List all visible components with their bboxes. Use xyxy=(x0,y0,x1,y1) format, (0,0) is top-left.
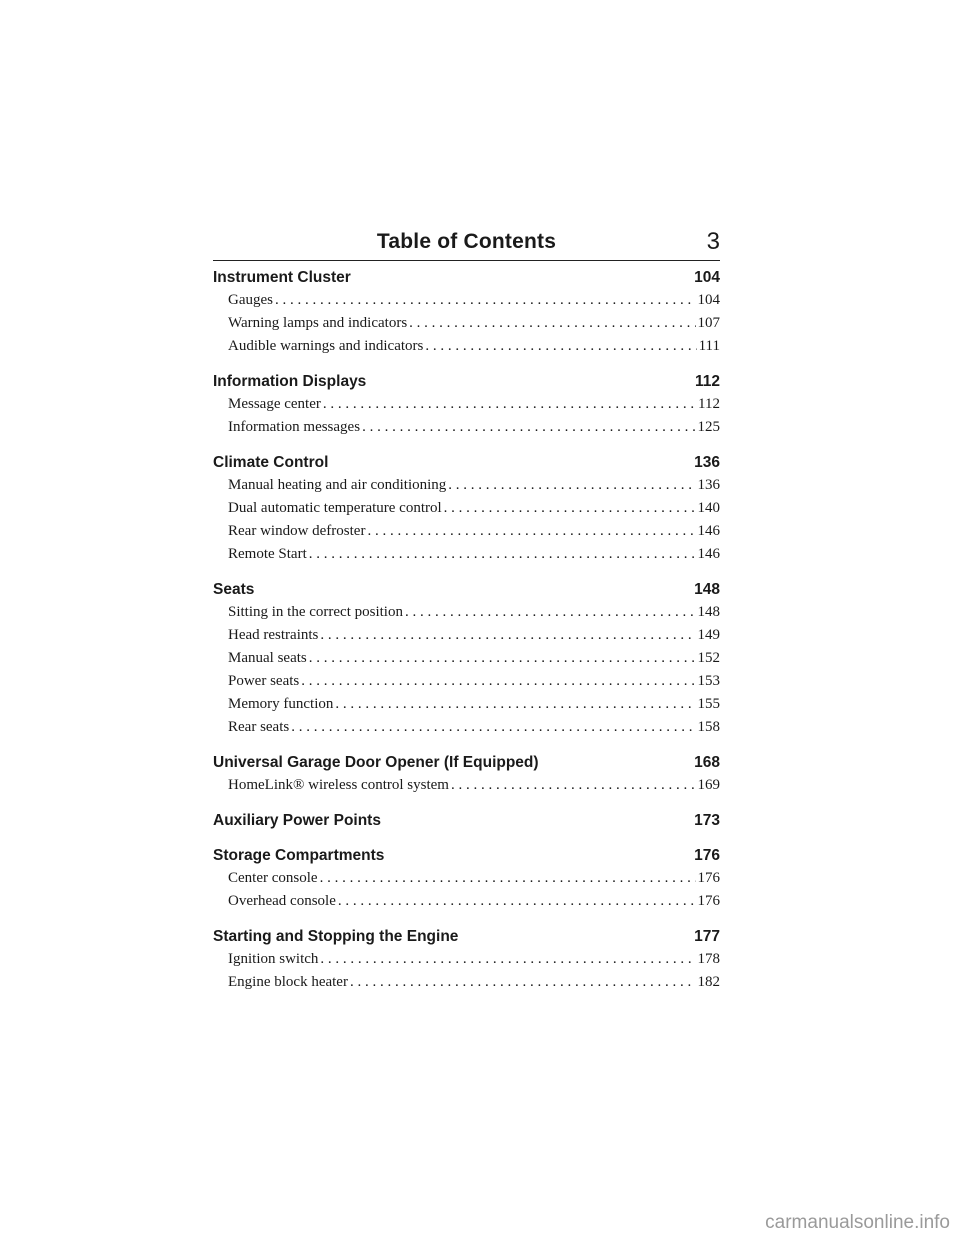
entry-label: Manual seats xyxy=(228,650,307,666)
page-header xyxy=(213,228,720,261)
dot-leader xyxy=(309,647,696,670)
entry-label: Remote Start xyxy=(228,546,307,562)
toc-section-heading[interactable] xyxy=(213,844,720,867)
watermark: carmanualsonline.info xyxy=(765,1212,950,1233)
entry-page-number: 182 xyxy=(697,974,720,990)
entry-label: Overhead console xyxy=(228,893,336,909)
toc-entry[interactable] xyxy=(213,948,720,971)
dot-leader xyxy=(367,520,695,543)
dot-leader xyxy=(448,474,695,497)
dot-leader xyxy=(444,497,696,520)
section-title: Instrument Cluster xyxy=(213,269,351,286)
entry-page-number: 136 xyxy=(697,477,720,493)
section-page-number: 148 xyxy=(694,581,720,598)
dot-leader xyxy=(291,716,695,739)
entry-page-number: 155 xyxy=(697,696,720,712)
entry-page-number: 140 xyxy=(697,500,720,516)
toc-section-heading[interactable] xyxy=(213,370,720,393)
dot-leader xyxy=(320,867,696,890)
entry-page-number: 158 xyxy=(697,719,720,735)
toc-entry[interactable] xyxy=(213,693,720,716)
entry-page-number: 152 xyxy=(697,650,720,666)
toc-section-heading[interactable] xyxy=(213,751,720,774)
toc-section-heading[interactable] xyxy=(213,451,720,474)
entry-page-number: 149 xyxy=(697,627,720,643)
dot-leader xyxy=(301,670,695,693)
toc-entry[interactable] xyxy=(213,647,720,670)
section-title: Information Displays xyxy=(213,373,367,390)
entry-page-number: 178 xyxy=(697,951,720,967)
section-title: Auxiliary Power Points xyxy=(213,812,381,829)
entry-label: Power seats xyxy=(228,673,300,689)
page-title: Table of Contents xyxy=(376,230,557,253)
toc-entry[interactable] xyxy=(213,520,720,543)
table-of-contents xyxy=(213,266,720,994)
entry-label: Manual heating and air conditioning xyxy=(228,477,447,493)
toc-entry[interactable] xyxy=(213,971,720,994)
toc-entry[interactable] xyxy=(213,670,720,693)
dot-leader xyxy=(320,624,695,647)
toc-entry[interactable] xyxy=(213,474,720,497)
dot-leader xyxy=(451,774,696,797)
entry-page-number: 125 xyxy=(697,419,720,435)
entry-page-number: 146 xyxy=(697,523,720,539)
section-page-number: 177 xyxy=(694,928,720,945)
entry-label: Rear seats xyxy=(228,719,290,735)
entry-page-number: 104 xyxy=(697,292,720,308)
section-page-number: 173 xyxy=(694,812,720,829)
section-title: Storage Compartments xyxy=(213,847,385,864)
section-page-number: 176 xyxy=(694,847,720,864)
toc-entry[interactable] xyxy=(213,393,720,416)
entry-page-number: 176 xyxy=(697,870,720,886)
entry-label: Engine block heater xyxy=(228,974,348,990)
section-page-number: 168 xyxy=(694,754,720,771)
dot-leader xyxy=(425,335,696,358)
section-title: Climate Control xyxy=(213,454,329,471)
entry-page-number: 176 xyxy=(697,893,720,909)
entry-label: Ignition switch xyxy=(228,951,319,967)
section-title: Starting and Stopping the Engine xyxy=(213,928,459,945)
dot-leader xyxy=(350,971,696,994)
toc-entry[interactable] xyxy=(213,497,720,520)
entry-page-number: 107 xyxy=(697,315,720,331)
entry-label: Sitting in the correct position xyxy=(228,604,403,620)
dot-leader xyxy=(275,289,696,312)
toc-entry[interactable] xyxy=(213,543,720,566)
page-number: 3 xyxy=(706,228,720,255)
toc-entry[interactable] xyxy=(213,774,720,797)
toc-entry[interactable] xyxy=(213,867,720,890)
dot-leader xyxy=(335,693,695,716)
entry-label: Dual automatic temperature control xyxy=(228,500,442,516)
dot-leader xyxy=(409,312,695,335)
entry-label: Memory function xyxy=(228,696,334,712)
entry-label: Message center xyxy=(228,396,321,412)
toc-section-heading[interactable] xyxy=(213,578,720,601)
entry-page-number: 111 xyxy=(698,338,720,354)
section-title: Universal Garage Door Opener (If Equipped) xyxy=(213,754,539,771)
dot-leader xyxy=(320,948,695,971)
section-page-number: 136 xyxy=(694,454,720,471)
toc-entry[interactable] xyxy=(213,289,720,312)
toc-entry[interactable] xyxy=(213,624,720,647)
dot-leader xyxy=(338,890,696,913)
entry-page-number: 146 xyxy=(697,546,720,562)
toc-section-heading[interactable] xyxy=(213,266,720,289)
section-page-number: 112 xyxy=(694,373,720,390)
toc-section-heading[interactable] xyxy=(213,925,720,948)
toc-entry[interactable] xyxy=(213,312,720,335)
dot-leader xyxy=(362,416,695,439)
entry-page-number: 153 xyxy=(697,673,720,689)
dot-leader xyxy=(405,601,696,624)
entry-label: Warning lamps and indicators xyxy=(228,315,408,331)
entry-page-number: 169 xyxy=(697,777,720,793)
entry-label: Gauges xyxy=(228,292,273,308)
section-page-number: 104 xyxy=(694,269,720,286)
entry-label: Information messages xyxy=(228,419,361,435)
toc-entry[interactable] xyxy=(213,601,720,624)
entry-label: Audible warnings and indicators xyxy=(228,338,424,354)
toc-entry[interactable] xyxy=(213,890,720,913)
section-title: Seats xyxy=(213,581,255,598)
toc-entry[interactable] xyxy=(213,716,720,739)
entry-label: Rear window defroster xyxy=(228,523,366,539)
entry-page-number: 148 xyxy=(697,604,720,620)
entry-page-number: 112 xyxy=(698,396,720,412)
dot-leader xyxy=(323,393,696,416)
entry-label: HomeLink® wireless control system xyxy=(228,777,449,793)
toc-section-heading[interactable] xyxy=(213,809,720,832)
dot-leader xyxy=(309,543,696,566)
entry-label: Head restraints xyxy=(228,627,319,643)
toc-entry[interactable] xyxy=(213,335,720,358)
toc-entry[interactable] xyxy=(213,416,720,439)
entry-label: Center console xyxy=(228,870,318,886)
